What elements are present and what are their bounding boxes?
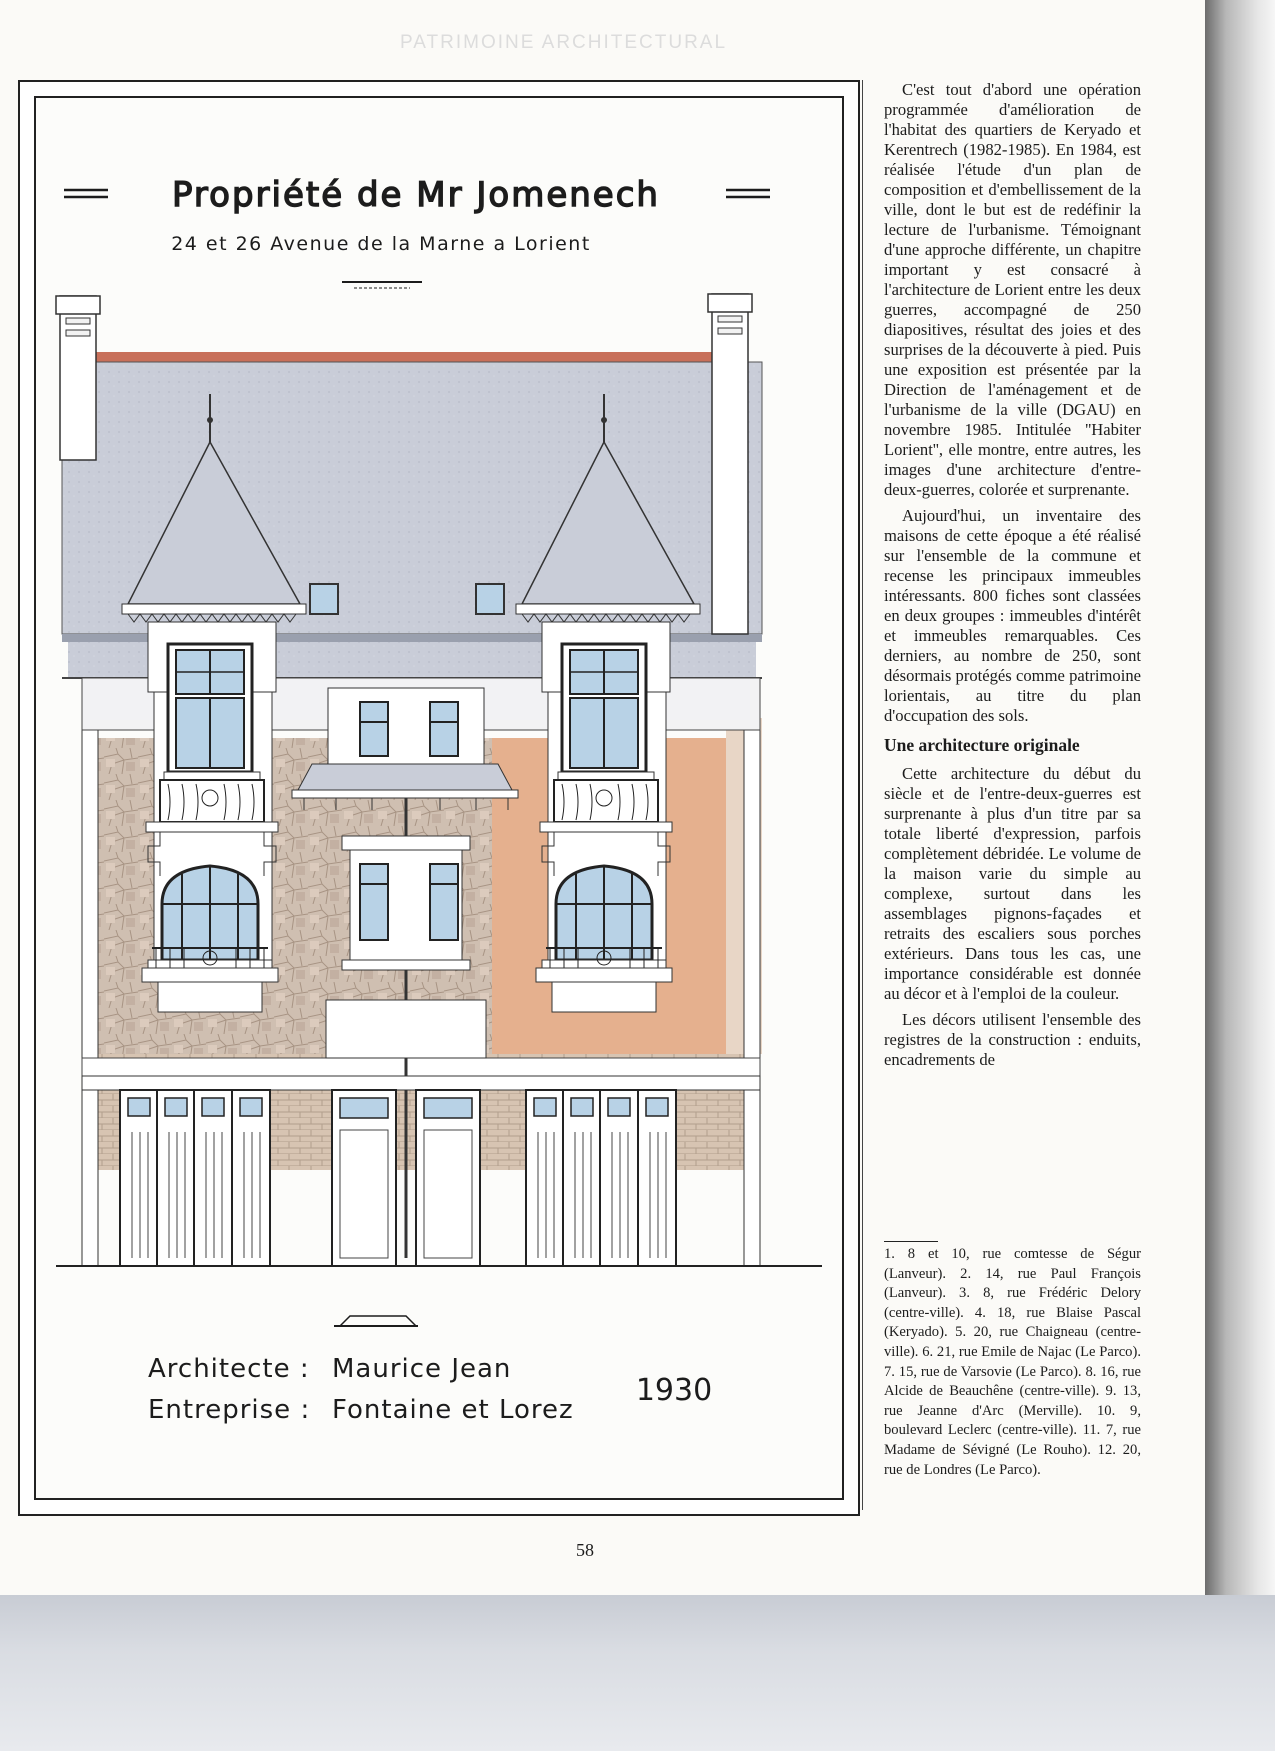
architect-name: Maurice Jean [332,1354,512,1384]
architect-label: Architecte : [148,1354,310,1384]
left-chimney [56,296,100,460]
footnotes: 1. 8 et 10, rue comtesse de Ségur (Lanveur). 2. 14, rue Paul François (Lanveur). 3. 8, rue Frédéric Delory (centre-ville). 4. 18, rue Blaise Pascal (Keryado). 5. 20, rue Chaigneau (centre-ville). 6. 21, rue Emile de Najac (Le Parco). 7. 15, rue de Varsovie (Le Parco). 8. 16, rue Alcide de Beauchêne (centre-ville). 9. 13, rue Jeanne d'Arc (Merville). 10. 9, boulevard Leclerc (centre-ville). 11. 7, rue Madame de Sévigné (Le Rouho). 12. 20, rue de Londres (Le Parco). [884,1246,1141,1478]
facade-elevation-drawing [36,98,842,1498]
running-head: PATRIMOINE ARCHITECTURAL [400,32,728,53]
plate-credits [148,1354,712,1425]
book-spine-shadow [1205,0,1275,1751]
architectural-plate [18,80,860,1516]
contractor-name: Fontaine et Lorez [332,1395,574,1425]
page-number: 58 [576,1540,594,1560]
scan-background [0,1595,1275,1751]
article-paragraph: C'est tout d'abord une opération programmée d'amélioration de l'habitat des quartiers de Keryado et Kerentrech (1982-1985). En 1984, est réalisée l'étude d'un plan de composition et d'embellissement de la ville, dont le but est de redéfinir la lecture de l'urbanisme. Témoignant d'une approche différente, un chapitre important y est consacré à l'architecture de Lorient entre les deux guerres, accompagné de 250 diapositives, résultat des joies et des surprises de la découverte à pied. Puis une exposition est présentée par la Direction de l'aménagement et de l'urbanisme de la ville (DGAU) en novembre 1985. Intitulée ''Habiter Lorient'', elle montre, entre autres, les images d'une architecture d'entre-deux-guerres, colorée et surprenante. [884,80,1141,499]
plate-title: Propriété de Mr Jomenech [172,175,660,215]
article-paragraph: Aujourd'hui, un inventaire des maisons de cette époque a été réalisé sur l'ensemble de la commune et recense les principaux immeubles intéressants. 800 fiches sont classées en deux groupes : immeubles d'intérêt et immeubles remarquables. Ces derniers, au nombre de 250, sont désormais protégés comme patrimoine lorientais, au titre du plan d'occupation des sols. [884,506,1141,725]
plate-year: 1930 [635,1373,713,1408]
footnote-rule [884,1241,938,1242]
right-chimney [708,294,752,634]
contractor-label: Entreprise : [148,1395,311,1425]
article-subheading: Une architecture originale [884,735,1080,755]
plate-title-block [64,175,770,288]
column-rule [862,80,863,1510]
article-paragraph: Cette architecture du début du siècle et de l'entre-deux-guerres est surprenante à plus d'un titre par sa totale liberté d'expression, parfois complètement débridée. Le volume de la maison varie du simple au complexe, surtout dans les assemblages pignons-façades et retraits des escaliers sous porches extérieurs. Dans tous les cas, une importance considérable est donnée au décor et à l'emploi de la couleur. [884,764,1141,1003]
article-column [884,80,1141,1070]
plate-inner-frame [34,96,844,1500]
scale-mark [334,1316,418,1326]
article-paragraph: Les décors utilisent l'ensemble des registres de la construction : enduits, encadrements de [884,1010,1141,1069]
plate-address: 24 et 26 Avenue de la Marne a Lorient [171,233,591,255]
